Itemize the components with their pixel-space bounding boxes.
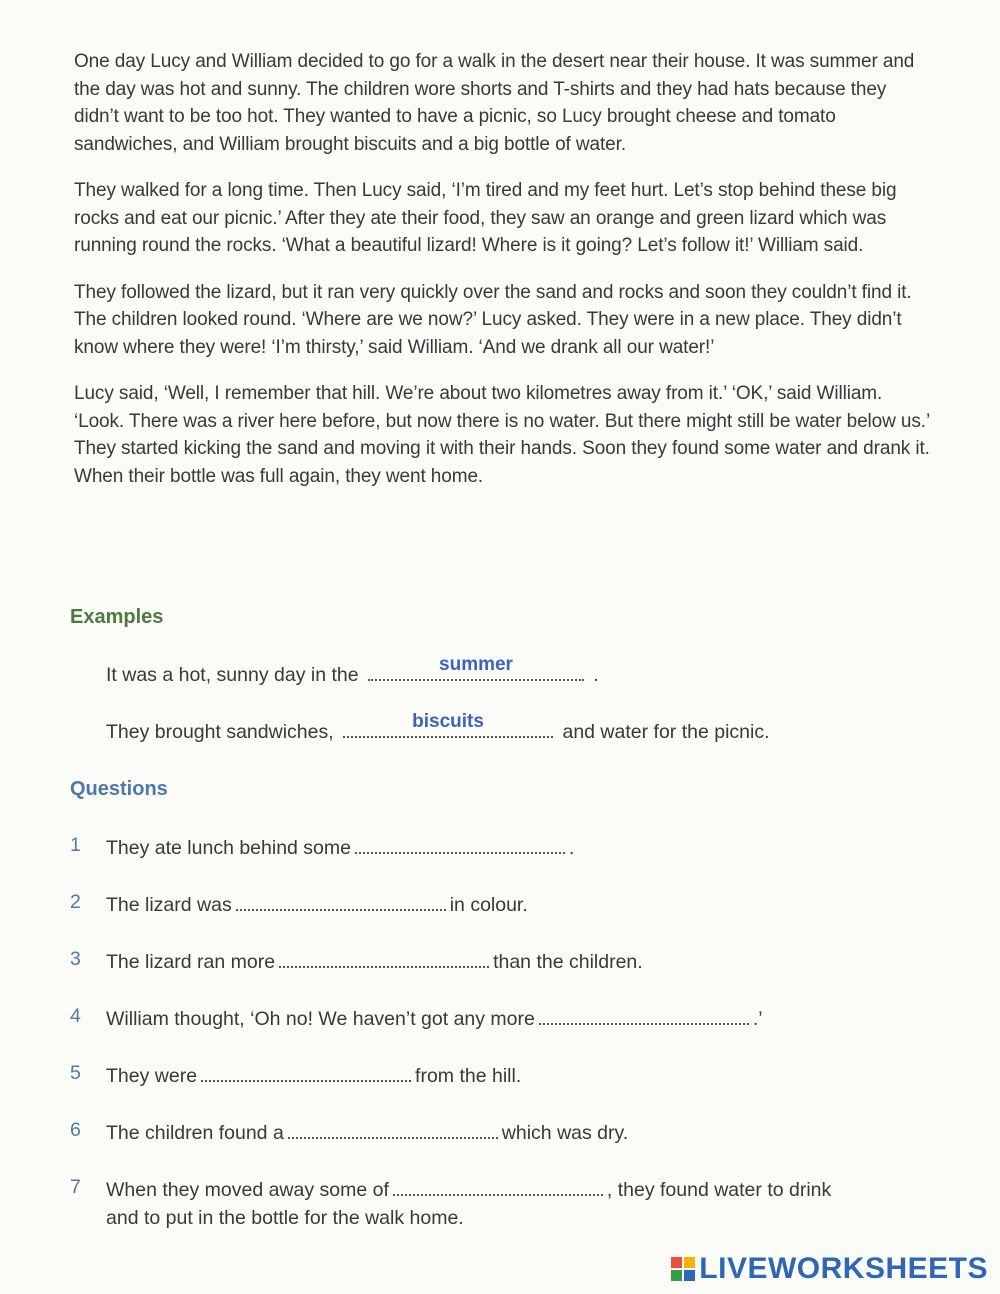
question-number: 7 <box>70 1176 81 1198</box>
example-2-answer: biscuits <box>412 711 484 732</box>
example-2 <box>106 711 770 744</box>
question-text-after: than the children. <box>493 951 643 973</box>
question-text-after: which was dry. <box>501 1122 629 1144</box>
answer-blank[interactable] <box>201 1068 411 1082</box>
question-text-after: .’ <box>752 1008 763 1030</box>
answer-blank[interactable] <box>393 1182 603 1196</box>
question-number: 4 <box>70 1005 81 1027</box>
question-7-continuation: and to put in the bottle for the walk home. <box>106 1207 464 1229</box>
question-number: 3 <box>70 948 81 970</box>
example-1-text-after: . <box>593 664 599 686</box>
passage-paragraph: One day Lucy and William decided to go for a walk in the desert near their house. It was summer and the day was hot and sunny. The children wore shorts and T-shirts and they had hats because they didn’t want to be too hot. They wanted to have a picnic, so Lucy brought cheese and tomato sandwiches, and William brought biscuits and a big bottle of water. <box>74 51 915 155</box>
liveworksheets-logo <box>671 1252 988 1286</box>
question-text-after: , they found water to drink <box>606 1179 832 1201</box>
question-text-after: in colour. <box>449 894 528 916</box>
passage-paragraph: They followed the lizard, but it ran very quickly over the sand and rocks and soon they couldn’t find it. The children looked round. ‘Where are we now?’ Lucy asked. They were in a new place. They didn’t know where they were! ‘I’m thirsty,’ said William. ‘And we drank all our water!’ <box>74 281 912 358</box>
example-2-text-before: They brought sandwiches, <box>106 721 334 743</box>
logo-grid-icon <box>671 1257 695 1281</box>
question-text-before: The lizard ran more <box>106 951 276 973</box>
passage-paragraph: They walked for a long time. Then Lucy said, ‘I’m tired and my feet hurt. Let’s stop behind these big rocks and eat our picnic.’ After they ate their food, they saw an orange and green lizard which was running round the rocks. ‘What a beautiful lizard! Where is it going? Let’s follow it!’ William said. <box>74 180 897 256</box>
example-1 <box>106 654 599 687</box>
example-2-text-after: and water for the picnic. <box>562 721 770 743</box>
question-text-before: William thought, ‘Oh no! We haven’t got any more <box>106 1008 535 1030</box>
questions-heading: Questions <box>70 778 168 800</box>
question-text-before: The lizard was <box>106 894 232 916</box>
passage-paragraph: Lucy said, ‘Well, I remember that hill. We’re about two kilometres away from it.’ ‘OK,’ said William. ‘Look. There was a river here before, but now there is no water. But there might still be water below us.’ They started kicking the sand and moving it with their hands. Soon they found some water and drank it. When their bottle was full again, they went home. <box>74 383 930 487</box>
answer-blank[interactable] <box>355 840 565 854</box>
question-number: 1 <box>70 834 81 856</box>
question-text-before: They were <box>106 1065 198 1087</box>
question-text-before: The children found a <box>106 1122 284 1144</box>
question-text-after: from the hill. <box>415 1065 522 1087</box>
question-number: 2 <box>70 891 81 913</box>
question-text-after: . <box>569 837 575 859</box>
examples-heading: Examples <box>70 606 164 628</box>
answer-blank[interactable] <box>236 897 446 911</box>
question-text-before: When they moved away some of <box>106 1179 389 1201</box>
question-text-before: They ate lunch behind some <box>106 837 351 859</box>
question-number: 6 <box>70 1119 81 1141</box>
reading-passage <box>74 48 934 509</box>
example-1-text-before: It was a hot, sunny day in the <box>106 664 359 686</box>
answer-blank[interactable] <box>539 1011 749 1025</box>
answer-blank[interactable] <box>279 954 489 968</box>
logo-text: LIVEWORKSHEETS <box>699 1252 988 1285</box>
example-2-blank <box>343 711 553 738</box>
question-number: 5 <box>70 1062 81 1084</box>
example-1-answer: summer <box>439 654 513 675</box>
answer-blank[interactable] <box>288 1125 498 1139</box>
example-1-blank <box>368 654 584 681</box>
